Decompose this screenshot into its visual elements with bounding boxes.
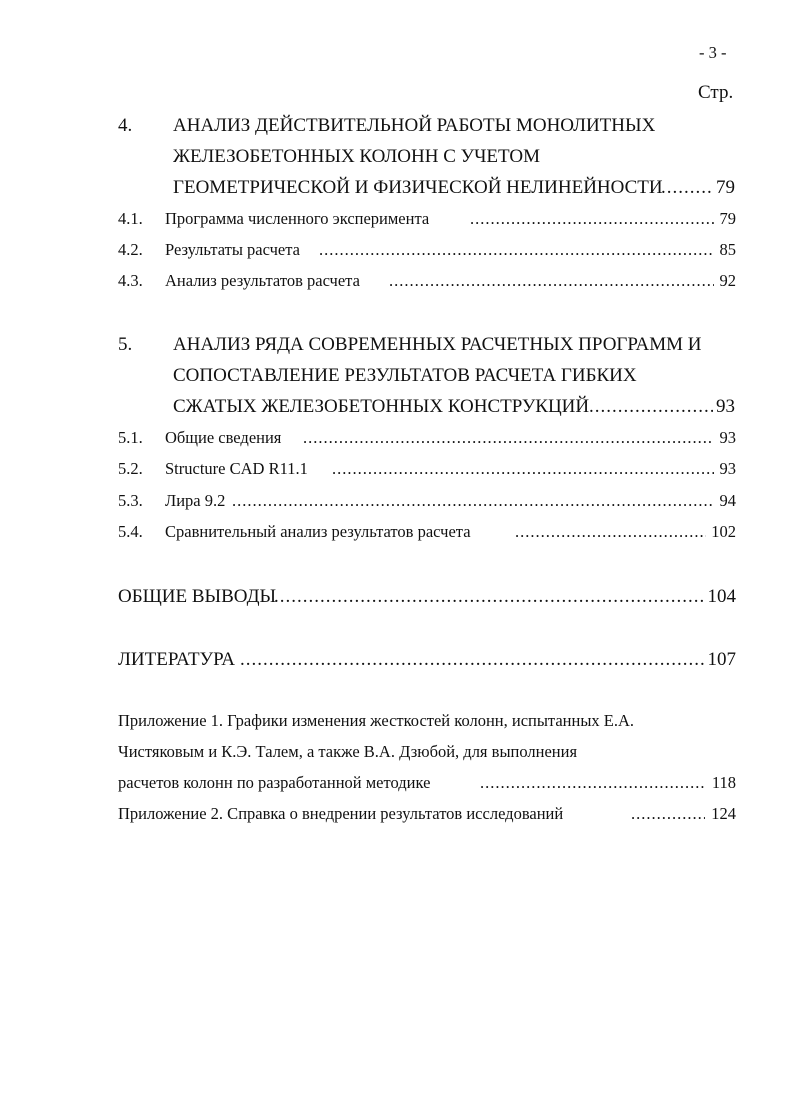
section-5-title-line-3: СЖАТЫХ ЖЕЛЕЗОБЕТОННЫХ КОНСТРУКЦИЙ [173,396,590,417]
section-5-title-line-2: СОПОСТАВЛЕНИЕ РЕЗУЛЬТАТОВ РАСЧЕТА ГИБКИХ [173,365,637,386]
general-conclusions-leader [274,587,706,606]
section-4-title-line-1: АНАЛИЗ ДЕЙСТВИТЕЛЬНОЙ РАБОТЫ МОНОЛИТНЫХ [173,115,656,136]
toc-item-number: 5.1. [118,428,143,447]
appendix-1-line-1: Приложение 1. Графики изменения жесткостей колонн, испытанных Е.А. [118,711,635,730]
toc-item-page: 85 [719,240,736,259]
general-conclusions-title: ОБЩИЕ ВЫВОДЫ [118,586,277,607]
section-4-title-line-3: ГЕОМЕТРИЧЕСКОЙ И ФИЗИЧЕСКОЙ НЕЛИНЕЙНОСТИ [173,177,663,198]
section-4-number: 4. [118,115,133,136]
toc-item-title: Сравнительный анализ результатов расчета [165,522,471,541]
toc-item-leader [389,273,714,290]
toc-item-page: 94 [719,491,736,510]
toc-item-title: Анализ результатов расчета [165,271,360,290]
toc-item-title: Результаты расчета [165,240,300,259]
toc-item-leader [232,493,714,510]
toc-item-page: 93 [719,428,736,447]
literature-title: ЛИТЕРАТУРА [118,649,235,670]
section-5-title-line-1: АНАЛИЗ РЯДА СОВРЕМЕННЫХ РАСЧЕТНЫХ ПРОГРАММ И [173,334,702,355]
toc-item-title: Structure CAD R11.1 [165,459,308,478]
toc-item-leader [515,524,706,541]
toc-item-number: 5.2. [118,459,143,478]
toc-item-leader [319,242,714,259]
section-5-page: 93 [716,396,735,417]
toc-item-leader [332,461,714,478]
toc-item-number: 4.2. [118,240,143,259]
appendix-1-leader [480,775,705,792]
page-column-label: Стр. [698,82,734,103]
section-5-number: 5. [118,334,133,355]
page-number: - 3 - [699,43,727,62]
toc-item-title: Общие сведения [165,428,282,447]
toc-item-leader [303,430,714,447]
toc-item-number: 4.1. [118,209,143,228]
toc-item-page: 79 [719,209,736,228]
appendix-1-line-3: расчетов колонн по разработанной методике [118,773,431,792]
toc-item-page: 102 [711,522,736,541]
section-4-page: 79 [716,177,735,198]
toc-item-page: 93 [719,459,736,478]
appendix-1-line-2: Чистяковым и К.Э. Талем, а также В.А. Дзюбой, для выполнения [118,742,578,761]
toc-item-number: 4.3. [118,271,143,290]
appendix-2-page: 124 [711,804,736,823]
toc-item-number: 5.3. [118,491,143,510]
section-4-title-line-2: ЖЕЛЕЗОБЕТОННЫХ КОЛОНН С УЧЕТОМ [173,146,540,167]
general-conclusions-page: 104 [707,586,736,607]
appendix-1-page: 118 [711,773,736,792]
toc-item-title: Лира 9.2 [165,491,226,510]
toc-item-page: 92 [719,271,736,290]
appendix-2-line-1: Приложение 2. Справка о внедрении результатов исследований [118,804,564,823]
toc-item-title: Программа численного эксперимента [165,209,430,228]
toc-item-leader [470,211,714,228]
literature-leader [240,650,706,669]
literature-page: 107 [707,649,736,670]
section-5-leader [589,397,713,416]
section-4-leader [661,178,713,197]
toc-item-number: 5.4. [118,522,143,541]
appendix-2-leader [631,806,705,823]
